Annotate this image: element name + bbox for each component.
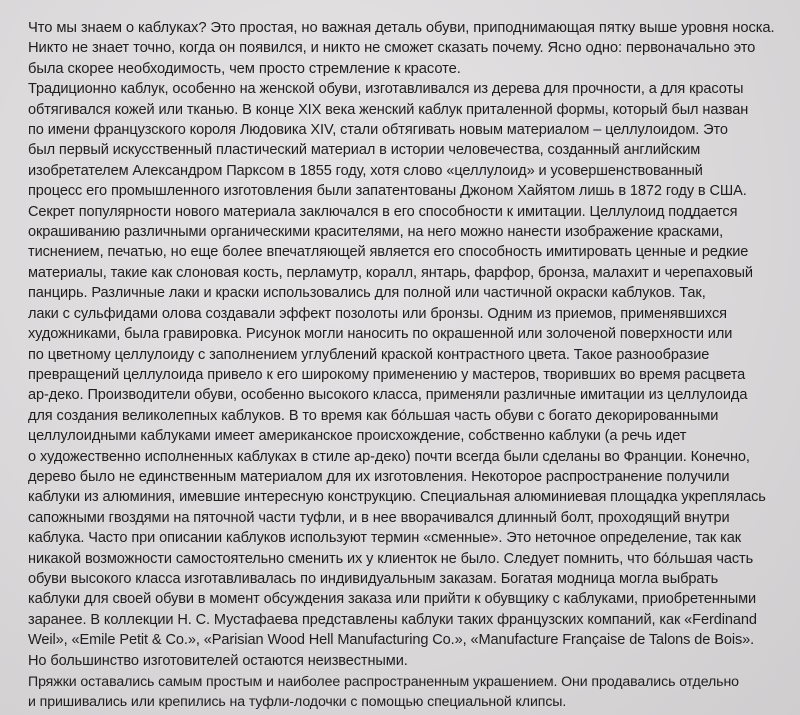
text-line: никакой возможности самостоятельно сменить их у клиенток не было. Следует помнить, что бо́льшая часть (28, 550, 754, 567)
text-line: Пряжки оставались самым простым и наиболее распространенным украшением. Они продавались отдельно (28, 674, 739, 690)
text-line: о художественно исполненных каблуках в стиле ар-деко) почти всегда были сделаны во Франции. Конечно, (28, 448, 750, 465)
text-line: Традиционно каблук, особенно на женской обуви, изготавливался из дерева для прочности, а для красоты (28, 81, 744, 98)
text-line: по цветному целлулоиду с заполнением углублений краской контрастного цвета. Такое разнообразие (28, 346, 710, 363)
text-line: Что мы знаем о каблуках? Это простая, но важная деталь обуви, приподнимающая пятку выше уровня носка. (28, 20, 775, 36)
article-text (28, 18, 788, 713)
text-line: была скорее необходимость, чем просто стремление к красоте. (28, 60, 461, 77)
text-line: и пришивались или крепились на туфли-лодочки с помощью специальной клипсы. (28, 693, 567, 710)
text-line: процесс его промышленного изготовления были запатентованы Джоном Хайятом лишь в 1872 году в США. (28, 183, 747, 200)
text-line: Но большинство изготовителей остаются неизвестными. (28, 652, 408, 669)
text-line: окрашиванию различными органическими красителями, на него можно нанести изображение красками, (28, 224, 724, 241)
text-line: по имени французского короля Людовика XIV, стали обтягивать новым материалом – целлулоидом. Это (28, 122, 728, 139)
text-line: обтягивался кожей или тканью. В конце XIX века женский каблук приталенной формы, который был назван (28, 101, 749, 118)
text-line: лаки с сульфидами олова создавали эффект позолоты или бронзы. Одним из приемов, применявшихся (28, 305, 727, 322)
text-line: тиснением, печатью, но еще более впечатляющей является его способность имитировать ценные и редкие (28, 244, 749, 261)
text-line: материалы, такие как слоновая кость, перламутр, коралл, янтарь, фарфор, бронза, малахит и черепаховый (28, 264, 753, 281)
text-line: обуви высокого класса изготавливалась по индивидуальным заказам. Богатая модница могла выбрать (28, 570, 719, 587)
text-line: сапожными гвоздями на пяточной части туфли, и в нее вворачивался длинный болт, проходящий внутри (28, 509, 730, 526)
paragraph-buckles (28, 673, 788, 713)
text-line: изобретателем Александром Парксом в 1855 году, хотя слово «целлулоид» и усовершенствованный (28, 162, 703, 179)
text-line: целлулоидными каблуками имеет американское происхождение, собственно каблуки (а речь идет (28, 428, 687, 445)
text-line: заранее. В коллекции Н. С. Мустафаева представлены каблуки таких французских компаний, как «Ferdinand (28, 611, 757, 628)
text-line: Weil», «Emile Petit & Co.», «Parisian Wood Hell Manufacturing Co.», «Manufacture Française de Talons de Bois». (28, 632, 755, 649)
text-line: был первый искусственный пластический материал в истории человечества, созданный английским (28, 142, 701, 159)
text-line: каблуки для своей обуви в момент обсуждения заказа или прийти к обувщику с каблуками, приобретенными (28, 591, 757, 608)
text-line: Секрет популярности нового материала заключался в его способности к имитации. Целлулоид поддается (28, 203, 738, 220)
text-line: Никто не знает точно, когда он появился, и никто не сможет сказать почему. Ясно одно: первоначально это (28, 40, 756, 57)
text-line: художниками, была гравировка. Рисунок могли наносить по окрашенной или золоченой поверхности или (28, 326, 733, 343)
paragraph-intro (28, 18, 788, 79)
text-line: превращений целлулоида привело к его широкому применению у мастеров, творивших во время расцвета (28, 366, 746, 383)
text-line: дерево было не единственным материалом для их изготовления. Некоторое распространение получили (28, 468, 730, 485)
text-line: каблуки из алюминия, имевшие интересную конструкцию. Специальная алюминиевая площадка укреплялась (28, 489, 766, 506)
text-line: для создания великолепных каблуков. В то время как бо́льшая часть обуви с богато декорированными (28, 407, 719, 424)
text-line: панцирь. Различные лаки и краски использовались для полной или частичной окраски каблуков. Так, (28, 285, 706, 302)
text-line: каблука. Часто при описании каблуков используют термин «сменные». Это неточное определение, так как (28, 530, 741, 547)
text-line: ар-деко. Производители обуви, особенно высокого класса, применяли различные имитации из целлулоида (28, 387, 748, 404)
paragraph-history (28, 79, 788, 671)
